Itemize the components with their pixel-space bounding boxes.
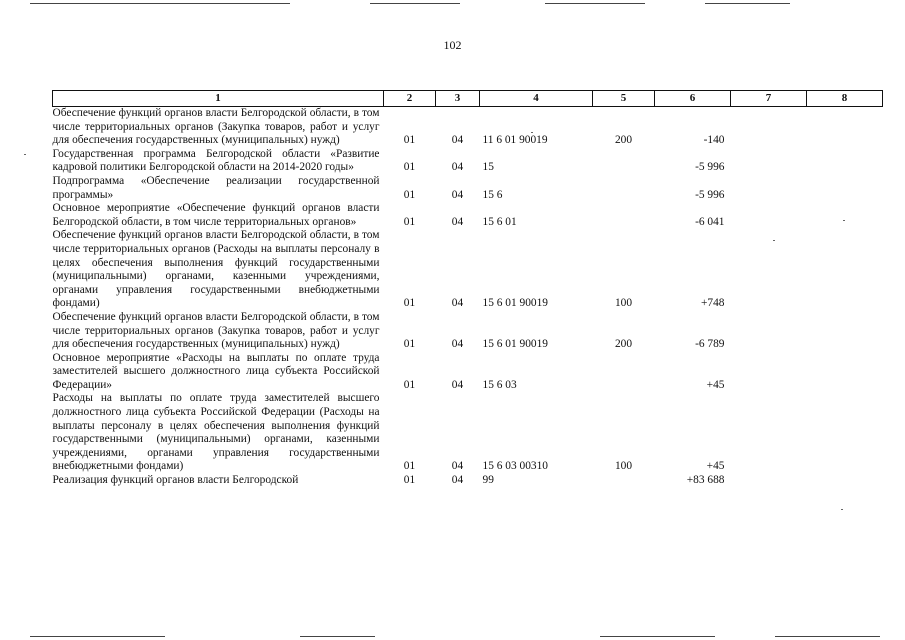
column-8-value [807, 474, 883, 488]
column-7-value [731, 202, 807, 229]
subsection-code: 04 [451, 161, 464, 174]
table-row [53, 352, 883, 393]
target-article-code: 99 [482, 474, 494, 487]
scan-edge-top [370, 3, 460, 4]
expense-type-code: 100 [614, 460, 633, 473]
section-code: 01 [403, 134, 416, 147]
column-header: 2 [384, 91, 436, 107]
column-8-value [807, 352, 883, 393]
table-header-row [53, 91, 883, 107]
table-row [53, 474, 883, 488]
expense-type-code: 200 [614, 338, 633, 351]
target-article-code: 15 6 03 [482, 378, 517, 391]
scan-speck [24, 154, 26, 155]
section-code: 01 [403, 215, 416, 228]
row-description: Реализация функций органов власти Белгородской [52, 474, 299, 487]
expense-type-code [593, 175, 655, 202]
table-row [53, 311, 883, 352]
table-row [53, 107, 883, 148]
column-8-value [807, 229, 883, 311]
page-number: 102 [443, 38, 462, 52]
amount-change: +83 688 [686, 474, 725, 487]
column-header: 1 [53, 91, 384, 107]
column-7-value [731, 474, 807, 488]
subsection-code: 04 [451, 188, 464, 201]
scan-edge-top [705, 3, 790, 4]
column-7-value [731, 148, 807, 175]
column-header: 6 [655, 91, 731, 107]
section-code: 01 [403, 474, 416, 487]
row-description: Обеспечение функций органов власти Белгородской области, в том числе территориальных органов (Расходы на выплаты персоналу в целях обеспечения выполнения функций государственными (муниципальными) органами, казенными учреждениями, органами управления государственными внебюджетными фондами) [52, 229, 380, 310]
subsection-code: 04 [451, 215, 464, 228]
column-7-value [731, 229, 807, 311]
subsection-code: 04 [451, 474, 464, 487]
amount-change: -6 041 [695, 215, 725, 228]
row-description: Государственная программа Белгородской области «Развитие кадровой политики Белгородской области на 2014-2020 годы» [52, 147, 380, 174]
subsection-code: 04 [451, 378, 464, 391]
scan-edge-top [545, 3, 645, 4]
expense-type-code: 200 [614, 134, 633, 147]
expense-type-code: 100 [614, 297, 633, 310]
table-row [53, 229, 883, 311]
scan-edge-bottom [775, 636, 880, 637]
table-row [53, 392, 883, 474]
row-description: Подпрограмма «Обеспечение реализации государственной программы» [52, 174, 380, 201]
subsection-code: 04 [451, 338, 464, 351]
amount-change: -5 996 [695, 188, 725, 201]
budget-table [52, 90, 883, 488]
row-description: Основное мероприятие «Обеспечение функций органов власти Белгородской области, в том числе территориальных органов» [52, 202, 380, 228]
table-row [53, 148, 883, 175]
scan-edge-bottom [600, 636, 715, 637]
row-description: Обеспечение функций органов власти Белгородской области, в том числе территориальных органов (Закупка товаров, работ и услуг для обеспечения государственных (муниципальных) нужд) [52, 310, 380, 351]
scan-speck [841, 509, 843, 510]
target-article-code: 11 6 01 90019 [482, 134, 548, 147]
column-8-value [807, 202, 883, 229]
scan-edge-bottom [300, 636, 375, 637]
column-header: 5 [593, 91, 655, 107]
section-code: 01 [403, 161, 416, 174]
column-header: 8 [807, 91, 883, 107]
column-8-value [807, 107, 883, 148]
expense-type-code [593, 352, 655, 393]
section-code: 01 [403, 460, 416, 473]
table-row [53, 202, 883, 229]
section-code: 01 [403, 378, 416, 391]
table-row [53, 175, 883, 202]
column-header: 7 [731, 91, 807, 107]
column-7-value [731, 352, 807, 393]
row-description: Обеспечение функций органов власти Белгородской области, в том числе территориальных органов (Закупка товаров, работ и услуг для обеспечения государственных (муниципальных) нужд) [52, 107, 380, 147]
expense-type-code [593, 148, 655, 175]
amount-change: -6 789 [695, 338, 725, 351]
amount-change: +748 [700, 297, 725, 310]
target-article-code: 15 6 01 90019 [482, 338, 548, 351]
subsection-code: 04 [451, 134, 464, 147]
target-article-code: 15 6 01 [482, 215, 517, 228]
target-article-code: 15 6 03 00310 [482, 460, 548, 473]
target-article-code: 15 [482, 161, 494, 174]
column-8-value [807, 392, 883, 474]
column-header: 4 [480, 91, 593, 107]
amount-change: +45 [706, 460, 725, 473]
subsection-code: 04 [451, 297, 464, 310]
amount-change: +45 [706, 378, 725, 391]
section-code: 01 [403, 188, 416, 201]
column-7-value [731, 175, 807, 202]
target-article-code: 15 6 01 90019 [482, 297, 548, 310]
column-8-value [807, 148, 883, 175]
column-8-value [807, 175, 883, 202]
row-description: Основное мероприятие «Расходы на выплаты по оплате труда заместителей высшего должностного лица субъекта Российской Федерации» [52, 351, 380, 391]
amount-change: -140 [703, 134, 725, 147]
scan-edge-bottom [30, 636, 165, 637]
section-code: 01 [403, 338, 416, 351]
subsection-code: 04 [451, 460, 464, 473]
expense-type-code [593, 474, 655, 488]
column-7-value [731, 392, 807, 474]
scan-edge-top [30, 3, 290, 4]
expense-type-code [593, 202, 655, 229]
column-7-value [731, 311, 807, 352]
section-code: 01 [403, 297, 416, 310]
column-header: 3 [436, 91, 480, 107]
amount-change: -5 996 [695, 161, 725, 174]
column-7-value [731, 107, 807, 148]
row-description: Расходы на выплаты по оплате труда заместителей высшего должностного лица субъекта Российской Федерации (Расходы на выплаты персоналу в целях обеспечения выполнения функций государственными (муниципальными) органами, казенными учреждениями, органами управления государственными внебюджетными фондами) [52, 392, 380, 473]
target-article-code: 15 6 [482, 188, 503, 201]
column-8-value [807, 311, 883, 352]
